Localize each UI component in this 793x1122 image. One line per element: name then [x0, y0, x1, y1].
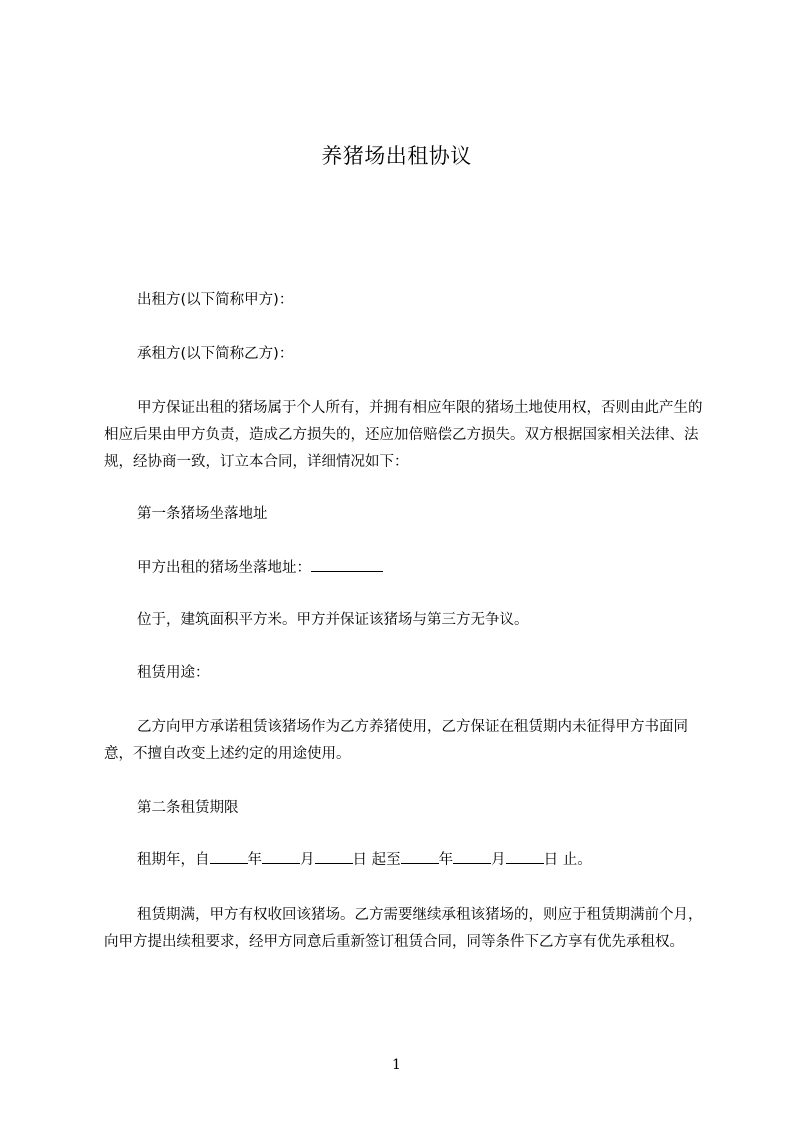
- term-line: [104, 847, 704, 874]
- term-prefix: 租期年，自: [137, 852, 210, 868]
- address-label: 甲方出租的猪场坐落地址：: [137, 560, 311, 576]
- intro-paragraph: 甲方保证出租的猪场属于个人所有，并拥有相应年限的猪场土地使用权，否则由此产生的相应后果由甲方负责，造成乙方损失的，还应加倍赔偿乙方损失。双方根据国家相关法律、法规，经协商一致，订立本合同，详细情况如下：: [104, 400, 703, 470]
- renewal-paragraph: 租赁期满，甲方有权收回该猪场。乙方需要继续承租该猪场的，则应于租赁期满前个月，向甲方提出续租要求，经甲方同意后重新签订租赁合同，同等条件下乙方享有优先承租权。: [104, 907, 703, 950]
- lessee-line: 承租方(以下简称乙方)：: [137, 346, 294, 362]
- end-day-blank: [506, 849, 544, 864]
- start-month-blank: [262, 849, 300, 864]
- start-day-blank: [315, 849, 353, 864]
- end-month-label: 月: [491, 852, 506, 868]
- start-day-label: 日 起至: [352, 852, 401, 868]
- article1-heading: 第一条猪场坐落地址: [137, 506, 268, 522]
- start-year-blank: [210, 849, 248, 864]
- start-month-label: 月: [300, 852, 315, 868]
- end-year-label: 年: [438, 852, 454, 868]
- end-day-label: 日 止。: [543, 852, 592, 868]
- end-month-blank: [453, 849, 491, 864]
- article2-heading: 第二条租赁期限: [137, 800, 239, 816]
- end-year-blank: [401, 849, 439, 864]
- document-title: 养猪场出租协议: [321, 144, 472, 168]
- address-line: [104, 555, 704, 582]
- location-text: 位于，建筑面积平方米。甲方并保证该猪场与第三方无争议。: [137, 612, 529, 628]
- page-number: 1: [392, 1057, 401, 1073]
- usage-paragraph: 乙方向甲方承诺租赁该猪场作为乙方养猪使用，乙方保证在租赁期内未征得甲方书面同意，不擅自改变上述约定的用途使用。: [104, 719, 688, 762]
- start-year-label: 年: [247, 852, 262, 868]
- address-blank: [311, 557, 383, 572]
- lessor-line: 出租方(以下简称甲方)：: [137, 292, 294, 308]
- usage-heading: 租赁用途：: [137, 665, 210, 681]
